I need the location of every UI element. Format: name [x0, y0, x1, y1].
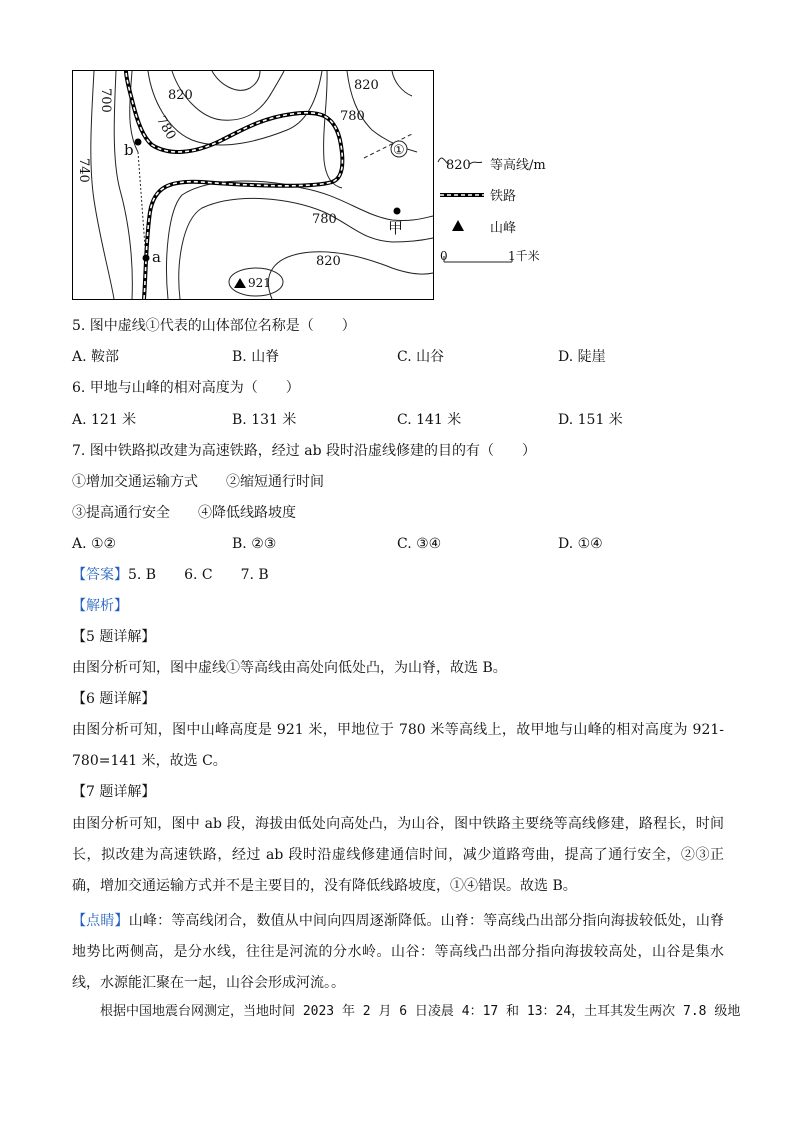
answer-line — [72, 565, 269, 585]
legend-peak-icon — [452, 220, 464, 231]
tip-text: 山峰：等高线闭合，数值从中间向四周逐渐降低。山脊：等高线凸出部分指向海拔较低处，山脊地势比两侧高，是分水线，往往是河流的分水岭。山谷：等高线凸出部分指向海拔较高处，山谷是集水线，水源能汇聚在一起，山谷会形成河流。。 — [72, 913, 725, 991]
contour-map-svg — [72, 70, 434, 300]
q5-option-a: A. 鞍部 — [72, 349, 120, 365]
q5-stem: 5. 图中虚线①代表的山体部位名称是（ ） — [72, 318, 356, 334]
peak-elevation-label: 921 — [248, 276, 271, 290]
analysis-tag: 【解析】 — [72, 598, 128, 614]
q5-option-d: D. 陡崖 — [558, 349, 606, 365]
d5-text: 由图分析可知，图中虚线①等高线由高处向低处凸，为山脊，故选 B。 — [72, 660, 507, 676]
legend-rail-label: 铁路 — [490, 189, 517, 204]
q6-options — [72, 410, 732, 430]
label-820b: 820 — [354, 78, 379, 93]
d6-text: 由图分析可知，图中山峰高度是 921 米，甲地位于 780 米等高线上，故甲地与山峰的相对高度为 921-780=141 米，故选 C。 — [72, 722, 724, 769]
legend-contour-label: 等高线/m — [490, 158, 546, 173]
d6-title: 【6 题详解】 — [72, 691, 156, 707]
q5-options — [72, 347, 732, 367]
d7-title: 【7 题详解】 — [72, 784, 156, 800]
point-a-label: a — [152, 248, 161, 266]
label-820a: 820 — [168, 88, 193, 103]
point-b-dot — [135, 139, 142, 146]
q6-stem: 6. 甲地与山峰的相对高度为（ ） — [72, 380, 300, 396]
map-legend — [436, 150, 576, 270]
marker-1-label: ① — [393, 143, 405, 158]
q7-stem: 7. 图中铁路拟改建为高速铁路，经过 ab 段时沿虚线修建的目的有（ ） — [72, 443, 537, 459]
label-780b: 780 — [153, 113, 179, 143]
q7-options — [72, 534, 732, 554]
tip-paragraph — [72, 906, 724, 999]
scale-zero: 0 — [440, 249, 448, 263]
q7-choices-line1: ①增加交通运输方式 ②缩短通行时间 — [72, 474, 324, 490]
label-700: 700 — [98, 88, 113, 113]
answer-tag: 【答案】 — [72, 567, 128, 583]
q5-option-c: C. 山谷 — [397, 349, 445, 365]
q5-option-b: B. 山脊 — [232, 349, 280, 365]
next-passage-line: 根据中国地震台网测定，当地时间 2023 年 2 月 6 日凌晨 4：17 和 13：24，土耳其发生两次 7.8 级地 — [100, 1004, 741, 1019]
q6-option-b: B. 131 米 — [232, 412, 297, 428]
legend-contour-value: 820 — [446, 158, 471, 173]
legend-contour-tail — [470, 162, 482, 164]
q7-option-a: A. ①② — [72, 536, 117, 552]
q7-option-c: C. ③④ — [397, 536, 442, 552]
d7-text: 由图分析可知，图中 ab 段，海拔由低处向高处凸，为山谷，图中铁路主要绕等高线修建，路程长，时间长，拟改建为高速铁路，经过 ab 段时沿虚线修建通信时间，减少道路弯曲，提高了通行安全，②③正确，增加交通运输方式并不是主要目的，没有降低线路坡度，①④错误。故选 B。 — [72, 816, 724, 894]
point-b-label: b — [124, 141, 134, 159]
q6-option-a: A. 121 米 — [72, 412, 137, 428]
label-820c: 820 — [316, 254, 341, 269]
label-780c: 780 — [312, 212, 337, 227]
d5-title: 【5 题详解】 — [72, 629, 156, 645]
point-a-dot — [143, 255, 150, 262]
q7-option-b: B. ②③ — [232, 536, 277, 552]
tip-tag: 【点睛】 — [72, 913, 129, 929]
label-780a: 780 — [340, 109, 365, 124]
point-jia-label: 甲 — [388, 219, 404, 237]
answer-text: 5. B 6. C 7. B — [128, 567, 269, 583]
q7-choices-line2: ③提高通行安全 ④降低线路坡度 — [72, 505, 296, 521]
contour-map — [72, 70, 434, 300]
q6-option-d: D. 151 米 — [558, 412, 623, 428]
legend-svg — [436, 150, 576, 270]
label-740: 740 — [76, 158, 91, 183]
q7-option-d: D. ①④ — [558, 536, 603, 552]
legend-peak-label: 山峰 — [490, 221, 517, 236]
scale-label: 1千米 — [508, 249, 540, 263]
q6-option-c: C. 141 米 — [397, 412, 462, 428]
point-jia-dot — [394, 208, 401, 215]
